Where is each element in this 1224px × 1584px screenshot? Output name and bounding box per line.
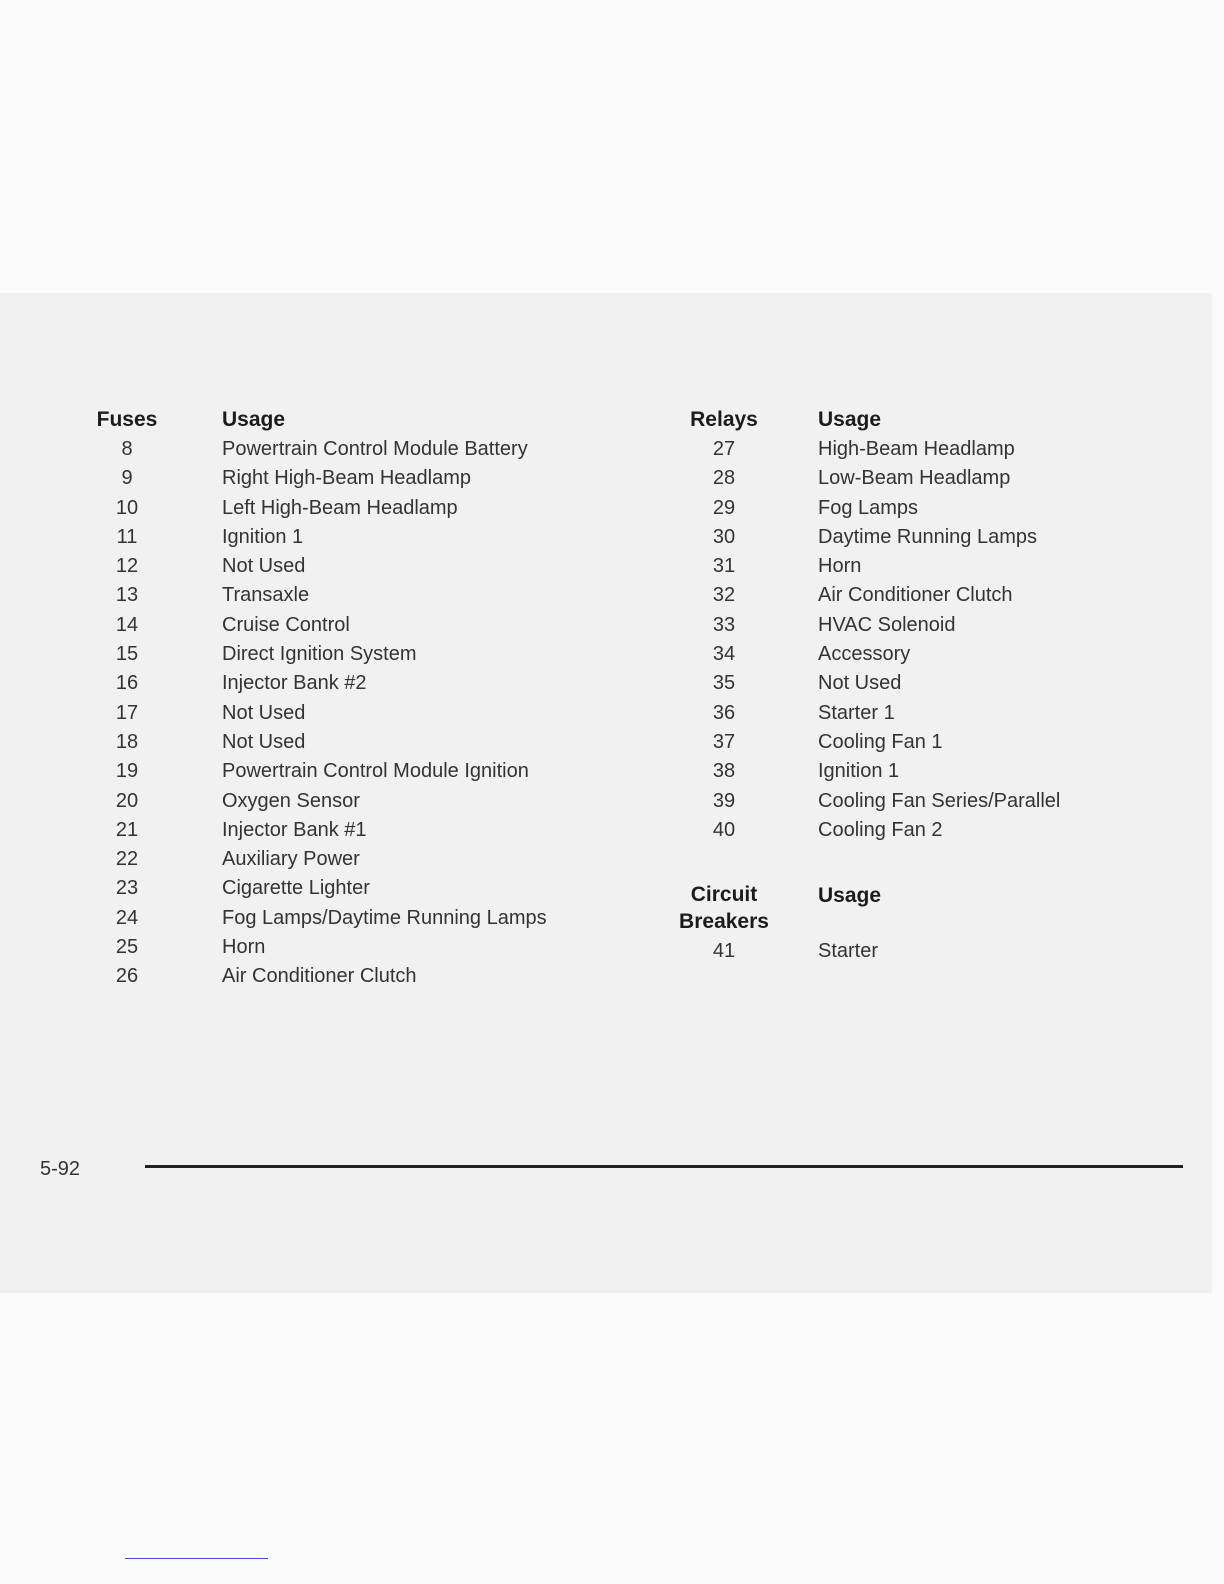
fuse-number: 14 bbox=[115, 613, 139, 636]
relay-number: 36 bbox=[712, 701, 736, 724]
relay-number: 33 bbox=[712, 613, 736, 636]
relay-number: 32 bbox=[712, 584, 736, 607]
fuse-number: 21 bbox=[115, 818, 139, 841]
relay-usage: Cooling Fan 2 bbox=[818, 818, 943, 841]
fuse-usage: Auxiliary Power bbox=[222, 848, 360, 871]
fuse-usage: Transaxle bbox=[222, 584, 310, 607]
relays-usage-column bbox=[818, 435, 1060, 845]
fuse-number: 11 bbox=[116, 525, 138, 548]
link-underline bbox=[125, 1558, 268, 1559]
fuse-usage: Right High-Beam Headlamp bbox=[222, 467, 472, 490]
fuse-number: 19 bbox=[115, 760, 139, 783]
fuse-usage: Cigarette Lighter bbox=[222, 877, 370, 900]
fuse-usage: Ignition 1 bbox=[222, 525, 304, 548]
circuit-breaker-usage: Starter bbox=[818, 940, 879, 962]
fuse-number: 15 bbox=[115, 643, 139, 666]
fuses-usage-header: Usage bbox=[222, 408, 286, 431]
relay-number: 34 bbox=[712, 643, 736, 666]
relay-usage: Low-Beam Headlamp bbox=[818, 467, 1011, 490]
relay-usage: Daytime Running Lamps bbox=[818, 525, 1037, 548]
relay-usage: Ignition 1 bbox=[818, 760, 900, 783]
fuse-number: 13 bbox=[115, 584, 139, 607]
relay-number: 28 bbox=[712, 467, 736, 490]
fuse-usage: Powertrain Control Module Battery bbox=[222, 438, 528, 460]
relay-usage: Cooling Fan Series/Parallel bbox=[818, 789, 1061, 812]
circuit-breakers-number-column bbox=[680, 937, 768, 966]
circuit-breakers-header-line2: Breakers bbox=[679, 910, 769, 933]
relay-usage: Accessory bbox=[818, 643, 911, 666]
fuse-number: 9 bbox=[121, 467, 133, 490]
relay-usage: Starter 1 bbox=[818, 701, 895, 724]
relay-number: 38 bbox=[712, 760, 736, 783]
fuse-number: 10 bbox=[115, 496, 139, 519]
fuse-number: 17 bbox=[115, 701, 139, 724]
fuse-number: 18 bbox=[115, 730, 139, 753]
fuse-usage: Direct Ignition System bbox=[222, 643, 417, 666]
fuses-number-column bbox=[88, 435, 166, 992]
relay-usage: Not Used bbox=[818, 672, 902, 695]
relay-usage: High-Beam Headlamp bbox=[818, 438, 1015, 460]
fuse-number: 20 bbox=[115, 789, 139, 812]
relay-usage: Air Conditioner Clutch bbox=[818, 584, 1013, 607]
fuse-number: 24 bbox=[115, 906, 139, 929]
fuse-usage: Injector Bank #1 bbox=[222, 818, 367, 841]
fuse-usage: Not Used bbox=[222, 730, 306, 753]
fuse-usage: Injector Bank #2 bbox=[222, 672, 367, 695]
fuse-usage: Left High-Beam Headlamp bbox=[222, 496, 458, 519]
relay-number: 39 bbox=[712, 789, 736, 812]
relays-usage-header: Usage bbox=[818, 408, 882, 431]
relay-number: 29 bbox=[712, 496, 736, 519]
circuit-breakers-usage-header: Usage bbox=[818, 884, 882, 907]
fuses-usage-column bbox=[222, 435, 547, 992]
fuse-usage: Not Used bbox=[222, 555, 306, 578]
relays-header: Relays bbox=[690, 408, 758, 431]
circuit-breakers-header bbox=[670, 881, 778, 935]
circuit-breakers-usage-column bbox=[818, 937, 878, 966]
fuse-number: 26 bbox=[115, 965, 139, 988]
relay-usage: Cooling Fan 1 bbox=[818, 730, 943, 753]
relay-number: 37 bbox=[712, 730, 736, 753]
relay-number: 30 bbox=[712, 525, 736, 548]
relay-usage: Fog Lamps bbox=[818, 496, 919, 519]
fuse-usage: Fog Lamps/Daytime Running Lamps bbox=[222, 906, 547, 929]
fuse-number: 16 bbox=[115, 672, 139, 695]
fuse-usage: Cruise Control bbox=[222, 613, 350, 636]
relay-number: 35 bbox=[712, 672, 736, 695]
relays-number-column bbox=[680, 435, 768, 845]
fuses-header: Fuses bbox=[96, 408, 158, 431]
fuse-usage: Air Conditioner Clutch bbox=[222, 965, 417, 988]
relay-usage: Horn bbox=[818, 555, 862, 578]
relay-number: 27 bbox=[712, 438, 736, 460]
fuse-number: 25 bbox=[115, 936, 139, 959]
page-number: 5-92 bbox=[40, 1158, 81, 1180]
relay-number: 31 bbox=[712, 555, 736, 578]
fuse-usage: Oxygen Sensor bbox=[222, 789, 360, 812]
fuse-usage: Not Used bbox=[222, 701, 306, 724]
fuse-number: 12 bbox=[115, 555, 139, 578]
fuse-number: 23 bbox=[115, 877, 139, 900]
fuse-number: 22 bbox=[115, 848, 139, 871]
fuse-usage: Horn bbox=[222, 936, 266, 959]
relay-number: 40 bbox=[712, 818, 736, 841]
fuse-number: 8 bbox=[121, 438, 133, 460]
relay-usage: HVAC Solenoid bbox=[818, 613, 956, 636]
fuse-usage: Powertrain Control Module Ignition bbox=[222, 760, 529, 783]
circuit-breakers-header-line1: Circuit bbox=[690, 883, 758, 906]
circuit-breaker-number: 41 bbox=[712, 940, 736, 962]
footer-rule bbox=[145, 1165, 1183, 1168]
